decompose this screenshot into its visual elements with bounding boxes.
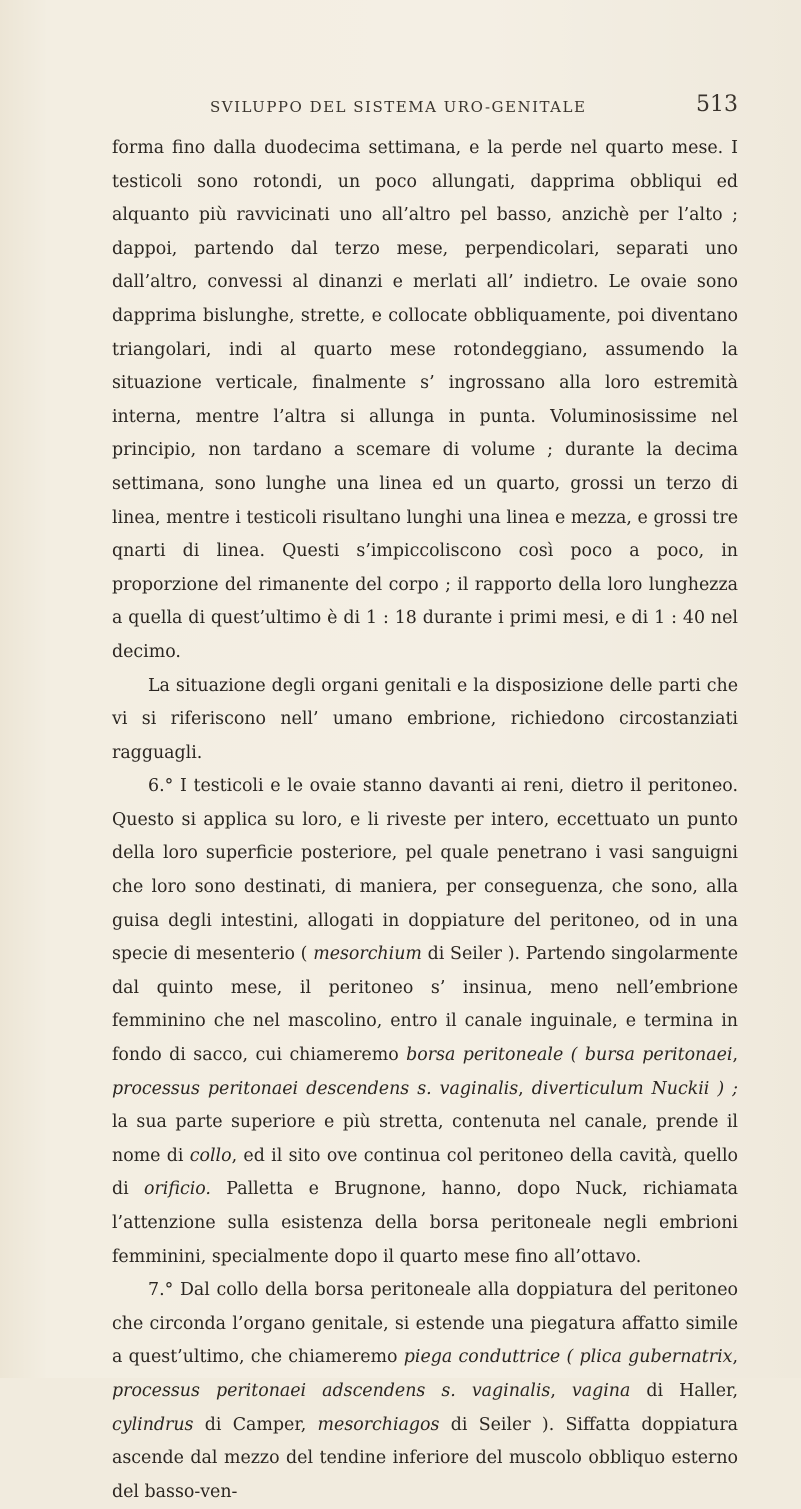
text-segment: , (518, 1078, 532, 1099)
italic-text: piega conduttrice ( plica gubernatrix (403, 1347, 733, 1368)
text-segment: di Seiler ). Partendo singolarmente dal quinto mese, il peritoneo s’ insinua, meno nell’embrione femminino che nel mascolino, entro il canale inguinale, e termina in fondo di sacco, cui chiameremo (112, 944, 739, 1066)
paragraph (112, 1274, 738, 1509)
italic-text: borsa peritoneale ( bursa peritonaei (406, 1045, 733, 1066)
italic-text: collo (189, 1145, 232, 1166)
body-text (112, 132, 738, 1509)
text-segment: Palletta e Brugnone, hanno, dopo Nuck, richiamata l’attenzione sulla esistenza della borsa peritoneale negli embrioni femminini, specialmente dopo il quarto mese fino all’ottavo. (112, 1179, 738, 1267)
text-segment: , (550, 1380, 572, 1401)
italic-text: processus peritonaei adscendens s. vaginalis (112, 1380, 551, 1401)
text-segment: di Camper, (193, 1414, 318, 1435)
italic-text: orificio. (144, 1179, 211, 1200)
italic-text: vagina (571, 1380, 631, 1401)
paragraph (112, 770, 738, 1274)
italic-text: mesorchiagos (317, 1414, 440, 1435)
italic-text: mesorchium (313, 944, 422, 965)
paragraph (112, 132, 738, 670)
text-segment: , (732, 1347, 739, 1368)
text-segment: 7.° Dal collo della borsa peritoneale alla doppiatura del peritoneo che circonda l’organo genitale, si estende una piegatura affatto simile a quest’ultimo, che chiameremo (112, 1280, 738, 1368)
paragraph (112, 670, 738, 771)
text-segment: la sua parte superiore e più stretta, contenuta nel canale, prende il nome di (112, 1112, 738, 1166)
page-header (110, 92, 750, 122)
text-segment: , (732, 1045, 738, 1066)
italic-text: processus peritonaei descendens s. vaginalis (112, 1078, 519, 1099)
italic-text: cylindrus (112, 1414, 194, 1435)
text-segment: forma fino dalla duodecima settimana, e la perde nel quarto mese. I testicoli sono rotondi, un poco allungati, dapprima obbliqui ed alquanto più ravvicinati uno all’altro pel basso, anzichè per l’alto ; dappoi, partendo dal terzo mese, perpendicolari, separati uno dall’altro, convessi al dinanzi e merlati all’ indietro. Le ovaie sono dapprima bislunghe, strette, e collocate obbliquamente, poi diventano triangolari, indi al quarto mese rotondeggiano, assumendo la situazione verticale, finalmente s’ ingrossano alla loro estremità interna, mentre l’altra si allunga in punta. Voluminosissime nel principio, non tardano a scemare di volume ; durante la decima settimana, sono lunghe una linea ed un quarto, grossi un terzo di linea, mentre i testicoli risultano lunghi una linea e mezza, e grossi tre qnarti di linea. Questi s’impiccoliscono così poco a poco, in proporzione del rimanente del corpo ; il rapporto della loro lunghezza a quella di quest’ultimo è di 1 : 18 durante i primi mesi, e di 1 : 40 nel decimo. (112, 138, 738, 662)
text-segment: di Haller, (630, 1380, 738, 1401)
page-number: 513 (696, 92, 738, 117)
text-segment: di Seiler ). Siffatta doppiatura ascende dal mezzo del tendine inferiore del muscolo obbliquo esterno del basso-ven- (112, 1414, 739, 1502)
text-segment: 6.° I testicoli e le ovaie stanno davanti ai reni, dietro il peritoneo. Questo si applica su loro, e li riveste per intero, eccettuato un punto della loro superficie posteriore, pel quale penetrano i vasi sanguigni che loro sono destinati, di maniera, per conseguenza, che sono, alla guisa degli intestini, allogati in doppiature del peritoneo, od in una specie di mesenterio ( (112, 776, 738, 965)
italic-text: diverticulum Nuckii ) ; (531, 1078, 738, 1099)
running-head: SVILUPPO DEL SISTEMA URO-GENITALE (210, 98, 587, 116)
text-segment: , ed il sito ove continua col peritoneo della cavità, quello di (112, 1145, 738, 1200)
text-segment: La situazione degli organi genitali e la disposizione delle parti che vi si riferiscono nell’ umano embrione, richiedono circostanziati ragguagli. (112, 675, 738, 763)
